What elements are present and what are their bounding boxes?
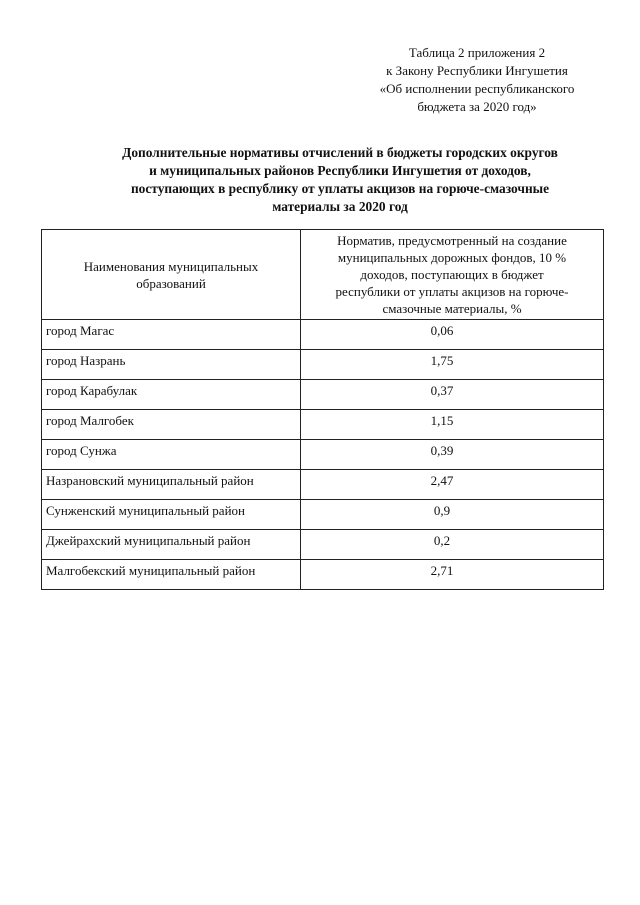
header-line: Наименования муниципальных [83, 258, 259, 274]
table-row [42, 530, 604, 560]
title-line: Дополнительные нормативы отчислений в бюджеты городских округов [122, 145, 558, 160]
table-row [42, 440, 604, 470]
header-line: образований [136, 275, 206, 291]
norm-value: 0,2 [301, 530, 604, 560]
appendix-header-line: бюджета за 2020 год» [417, 99, 537, 114]
norm-value: 0,39 [301, 440, 604, 470]
municipality-name: Малгобекский муниципальный район [42, 560, 301, 590]
document-title [70, 144, 610, 216]
norm-value: 1,75 [301, 350, 604, 380]
table-row [42, 410, 604, 440]
appendix-header [352, 44, 602, 116]
header-line: республики от уплаты акцизов на горюче- [335, 284, 569, 299]
header-line: Норматив, предусмотренный на создание [337, 233, 567, 248]
header-line: смазочные материалы, % [382, 301, 522, 316]
appendix-header-line: к Закону Республики Ингушетия [386, 63, 568, 78]
table-header-row [42, 230, 604, 320]
table-row [42, 320, 604, 350]
table-row [42, 470, 604, 500]
municipality-name: Джейрахский муниципальный район [42, 530, 301, 560]
title-line: поступающих в республику от уплаты акцизов на горюче-смазочные [130, 181, 550, 196]
norm-value: 0,06 [301, 320, 604, 350]
municipality-name: город Назрань [42, 350, 301, 380]
header-line: доходов, поступающих в бюджет [360, 267, 544, 282]
header-municipality-name [42, 230, 301, 320]
norm-value: 0,37 [301, 380, 604, 410]
norms-table [41, 229, 604, 590]
municipality-name: город Магас [42, 320, 301, 350]
municipality-name: Сунженский муниципальный район [42, 500, 301, 530]
norm-value: 1,15 [301, 410, 604, 440]
header-line: муниципальных дорожных фондов, 10 % [337, 250, 567, 265]
table-row [42, 350, 604, 380]
norm-value: 0,9 [301, 500, 604, 530]
title-line: и муниципальных районов Республики Ингушетия от доходов, [149, 163, 531, 178]
title-line: материалы за 2020 год [272, 199, 408, 214]
appendix-header-line: Таблица 2 приложения 2 [408, 45, 546, 60]
table-row [42, 560, 604, 590]
table-row [42, 380, 604, 410]
header-norm [301, 230, 604, 320]
norm-value: 2,47 [301, 470, 604, 500]
municipality-name: город Малгобек [42, 410, 301, 440]
norm-value: 2,71 [301, 560, 604, 590]
municipality-name: город Карабулак [42, 380, 301, 410]
municipality-name: город Сунжа [42, 440, 301, 470]
municipality-name: Назрановский муниципальный район [42, 470, 301, 500]
table-row [42, 500, 604, 530]
appendix-header-line: «Об исполнении республиканского [379, 81, 575, 96]
